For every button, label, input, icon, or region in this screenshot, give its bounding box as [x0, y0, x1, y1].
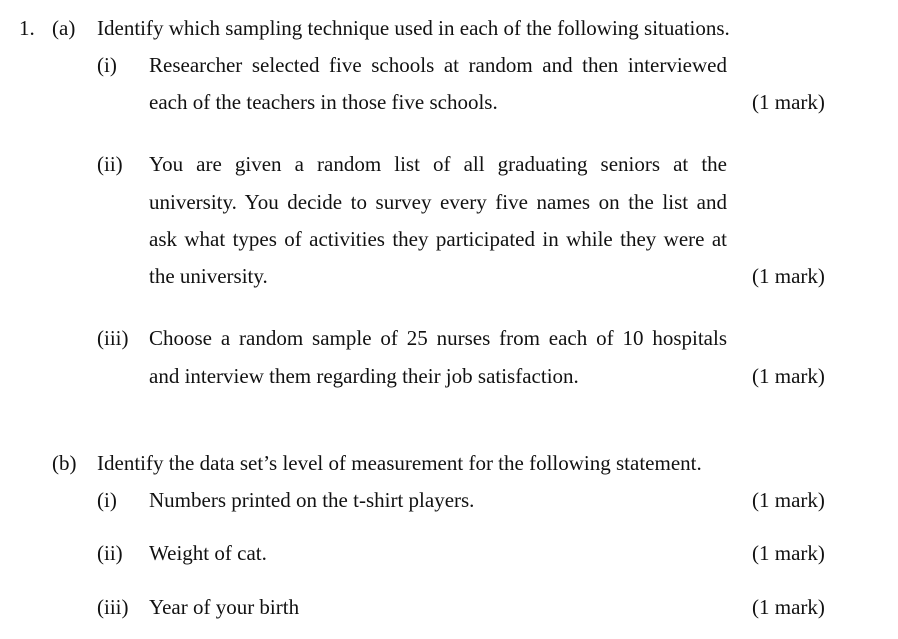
part-b-item-2-mark: (1 mark) — [752, 541, 825, 565]
part-b-label: (b) — [52, 451, 77, 475]
part-b-item-2-label: (ii) — [97, 541, 123, 565]
question-number: 1. — [19, 16, 35, 40]
part-a-item-3-label: (iii) — [97, 326, 129, 350]
part-b-item-1-text: Numbers printed on the t-shirt players. — [149, 488, 475, 512]
part-b-item-3-label: (iii) — [97, 595, 129, 619]
part-a-label: (a) — [52, 16, 76, 40]
part-a-item-1-mark: (1 mark) — [752, 90, 825, 114]
part-b-item-3-text: Year of your birth — [149, 595, 300, 619]
part-a-item-1-line-1: Researcher selected five schools at random and then interviewed — [149, 53, 727, 77]
part-a-item-2-label: (ii) — [97, 152, 123, 176]
part-a-item-2-line-3: ask what types of activities they participated in while they were at — [149, 227, 727, 251]
part-a-item-2-line-1: You are given a random list of all graduating seniors at the — [149, 152, 727, 176]
part-a-item-2-line-2: university. You decide to survey every five names on the list and — [149, 190, 727, 214]
part-a-prompt: Identify which sampling technique used in each of the following situations. — [97, 16, 730, 40]
part-b-item-2-text: Weight of cat. — [149, 541, 267, 565]
part-b-item-1-mark: (1 mark) — [752, 488, 825, 512]
part-a-item-1-label: (i) — [97, 53, 117, 77]
part-b-item-3-mark: (1 mark) — [752, 595, 825, 619]
part-b-prompt: Identify the data set’s level of measurement for the following statement. — [97, 451, 702, 475]
part-a-item-2-line-4: the university. — [149, 264, 268, 288]
part-a-item-1-line-2: each of the teachers in those five schools. — [149, 90, 498, 114]
part-a-item-3-mark: (1 mark) — [752, 364, 825, 388]
part-a-item-2-mark: (1 mark) — [752, 264, 825, 288]
part-a-item-3-line-2: and interview them regarding their job satisfaction. — [149, 364, 579, 388]
part-a-item-3-line-1: Choose a random sample of 25 nurses from each of 10 hospitals — [149, 326, 727, 350]
part-b-item-1-label: (i) — [97, 488, 117, 512]
